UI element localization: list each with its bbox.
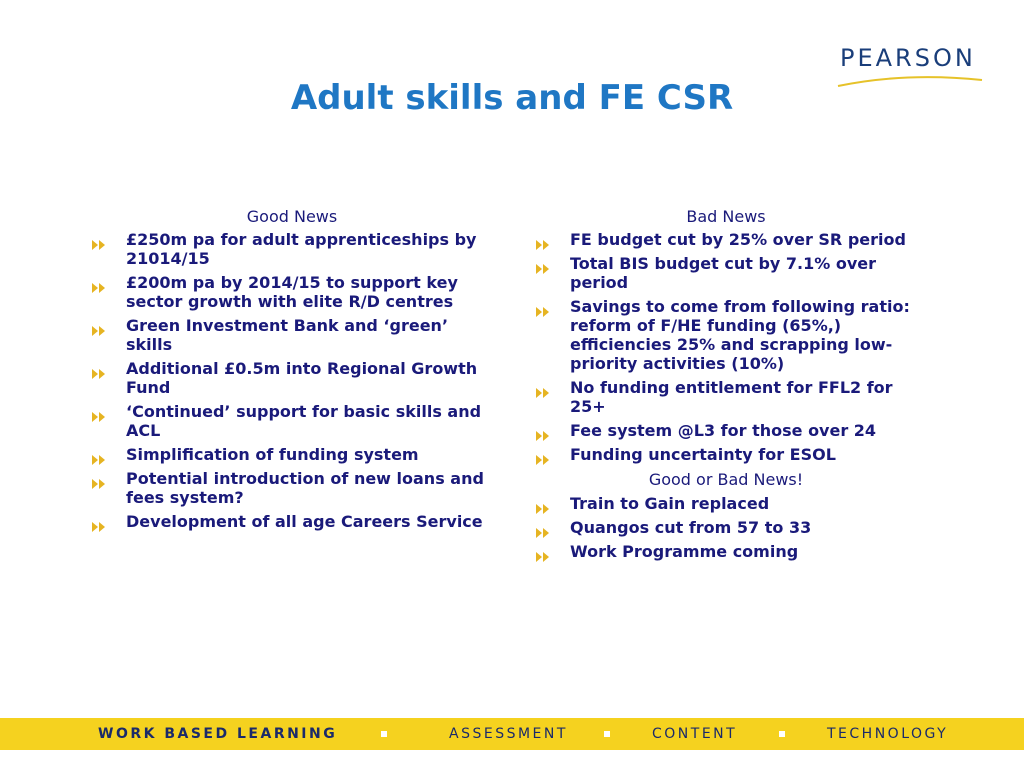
double-chevron-right-icon	[92, 321, 108, 331]
double-chevron-right-icon	[536, 547, 552, 557]
list-item-text: Savings to come from following ratio: reform of F/HE funding (65%,) efficiencies 25% and scrapping low-priority activities (10%)	[570, 297, 910, 373]
list-item-text: ‘Continued’ support for basic skills and ACL	[126, 402, 482, 440]
footer-item-work-based-learning: WORK BASED LEARNING	[98, 726, 338, 742]
good-news-heading: Good News	[246, 207, 338, 226]
list-item-text: Simplification of funding system	[126, 445, 419, 464]
double-chevron-right-icon	[92, 278, 108, 288]
footer-bar	[0, 718, 1024, 750]
list-item-text: Work Programme coming	[570, 542, 799, 561]
list-item-text: Funding uncertainty for ESOL	[570, 445, 836, 464]
list-item-text: Additional £0.5m into Regional Growth Fund	[126, 359, 478, 397]
list-item	[90, 469, 494, 507]
bad-news-list	[534, 230, 918, 464]
list-item	[90, 512, 494, 531]
logo-text: PEARSON	[840, 44, 976, 72]
list-item-text: Development of all age Careers Service	[126, 512, 483, 531]
list-item-text: Quangos cut from 57 to 33	[570, 518, 812, 537]
list-item	[90, 402, 494, 440]
list-item-text: £200m pa by 2014/15 to support key sector growth with elite R/D centres	[126, 273, 458, 311]
double-chevron-right-icon	[92, 474, 108, 484]
double-chevron-right-icon	[536, 426, 552, 436]
good-news-column	[90, 206, 494, 536]
good-or-bad-news-heading: Good or Bad News!	[648, 470, 804, 489]
list-item	[534, 445, 918, 464]
list-item	[90, 316, 494, 354]
bad-news-heading: Bad News	[686, 207, 766, 226]
double-chevron-right-icon	[536, 302, 552, 312]
list-item	[534, 254, 918, 292]
double-chevron-right-icon	[536, 523, 552, 533]
list-item-text: Train to Gain replaced	[570, 494, 770, 513]
footer-separator	[604, 731, 610, 737]
list-item	[534, 297, 918, 373]
double-chevron-right-icon	[536, 383, 552, 393]
list-item-text: £250m pa for adult apprenticeships by 21014/15	[126, 230, 477, 268]
bad-news-column	[534, 206, 918, 566]
good-or-bad-news-list	[534, 494, 918, 561]
list-item	[90, 230, 494, 268]
list-item-text: Total BIS budget cut by 7.1% over period	[570, 254, 876, 292]
footer-separator	[381, 731, 387, 737]
list-item-text: Potential introduction of new loans and fees system?	[126, 469, 484, 507]
list-item	[534, 230, 918, 249]
page-title: Adult skills and FE CSR	[290, 78, 734, 118]
good-news-list	[90, 230, 494, 531]
list-item	[90, 273, 494, 311]
list-item	[534, 378, 918, 416]
footer-separator	[779, 731, 785, 737]
list-item-text: Fee system @L3 for those over 24	[570, 421, 877, 440]
double-chevron-right-icon	[92, 517, 108, 527]
footer-item-technology: TECHNOLOGY	[827, 726, 949, 742]
double-chevron-right-icon	[536, 235, 552, 245]
list-item-text: No funding entitlement for FFL2 for 25+	[570, 378, 893, 416]
double-chevron-right-icon	[536, 499, 552, 509]
list-item	[534, 494, 918, 513]
footer-item-assessment: ASSESSMENT	[449, 726, 568, 742]
list-item	[534, 542, 918, 561]
double-chevron-right-icon	[92, 364, 108, 374]
list-item	[90, 359, 494, 397]
list-item	[90, 445, 494, 464]
list-item-text: FE budget cut by 25% over SR period	[570, 230, 906, 249]
double-chevron-right-icon	[92, 235, 108, 245]
list-item	[534, 518, 918, 537]
list-item-text: Green Investment Bank and ‘green’ skills	[126, 316, 449, 354]
double-chevron-right-icon	[92, 450, 108, 460]
double-chevron-right-icon	[536, 450, 552, 460]
double-chevron-right-icon	[536, 259, 552, 269]
double-chevron-right-icon	[92, 407, 108, 417]
list-item	[534, 421, 918, 440]
footer-item-content: CONTENT	[652, 726, 738, 742]
